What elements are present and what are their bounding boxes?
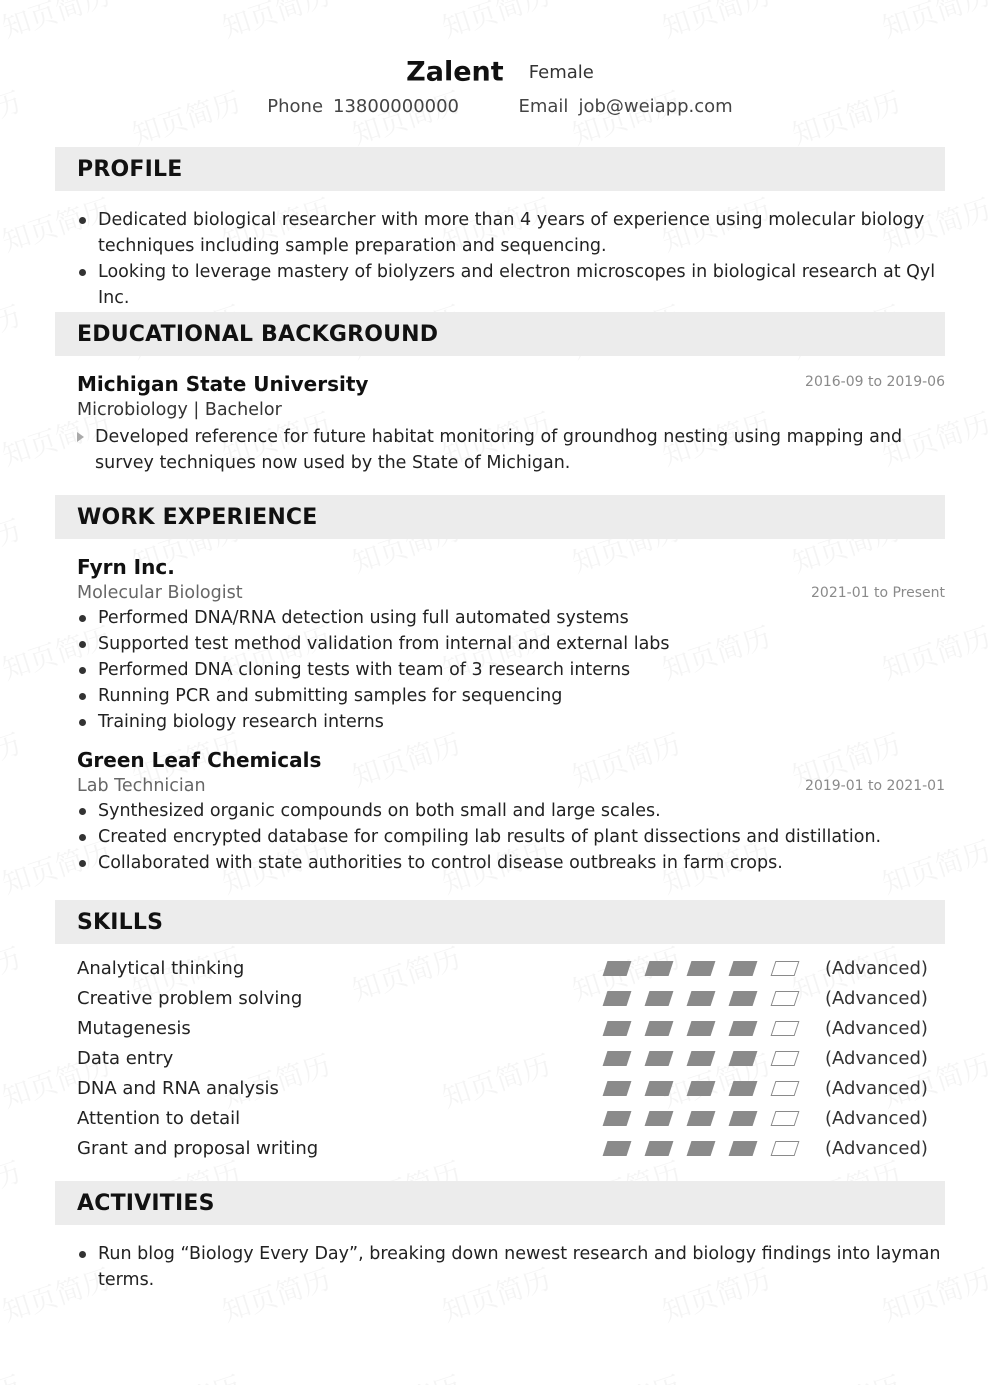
rating-segment-empty [771, 1051, 800, 1066]
rating-segment-filled [687, 991, 716, 1006]
rating-segment-filled [729, 1141, 758, 1156]
rating-segment-filled [603, 1081, 632, 1096]
list-item: Run blog “Biology Every Day”, breaking down newest research and biology findings into layman terms. [77, 1241, 945, 1293]
section-header-education [55, 312, 945, 356]
skill-level-label: (Advanced) [825, 1108, 928, 1129]
section-title: ACTIVITIES [77, 1191, 215, 1216]
list-item: Training biology research interns [77, 709, 945, 735]
rating-segment-empty [771, 961, 800, 976]
email-label: Email [518, 96, 569, 117]
section-header-activities [55, 1181, 945, 1225]
section-title: EDUCATIONAL BACKGROUND [77, 322, 439, 347]
skill-row [77, 1136, 945, 1166]
education-bullets [77, 424, 945, 476]
section-header-profile [55, 147, 945, 191]
rating-segment-filled [729, 1051, 758, 1066]
rating-segment-filled [603, 991, 632, 1006]
rating-segment-filled [603, 1051, 632, 1066]
list-item: Collaborated with state authorities to control disease outbreaks in farm crops. [77, 850, 945, 876]
list-item: Created encrypted database for compiling lab results of plant dissections and distillation. [77, 824, 945, 850]
skill-level-label: (Advanced) [825, 988, 928, 1009]
skill-row [77, 1016, 945, 1046]
skill-name: DNA and RNA analysis [77, 1078, 279, 1099]
skill-level-label: (Advanced) [825, 1138, 928, 1159]
rating-segment-filled [645, 961, 674, 976]
skill-level-label: (Advanced) [825, 1048, 928, 1069]
section-header-work [55, 495, 945, 539]
rating-segment-filled [687, 1021, 716, 1036]
skill-name: Mutagenesis [77, 1018, 191, 1039]
list-item: Developed reference for future habitat monitoring of groundhog nesting using mapping and survey techniques now used by the State of Michigan. [77, 424, 945, 476]
skill-row [77, 1106, 945, 1136]
skill-name: Attention to detail [77, 1108, 241, 1129]
list-item: Performed DNA/RNA detection using full automated systems [77, 605, 945, 631]
rating-segment-filled [729, 991, 758, 1006]
list-item: Performed DNA cloning tests with team of 3 research interns [77, 657, 945, 683]
rating-segment-filled [603, 1111, 632, 1126]
skill-level-label: (Advanced) [825, 1078, 928, 1099]
skill-row [77, 1076, 945, 1106]
rating-segment-filled [645, 1021, 674, 1036]
degree: Microbiology | Bachelor [77, 400, 282, 420]
resume-header [0, 52, 1000, 117]
list-item: Supported test method validation from internal and external labs [77, 631, 945, 657]
education-dates: 2016-09 to 2019-06 [805, 374, 945, 390]
activities-bullets [77, 1241, 945, 1293]
education-entry [77, 370, 945, 476]
rating-segment-empty [771, 1081, 800, 1096]
list-item: Dedicated biological researcher with more than 4 years of experience using molecular biology techniques including sample preparation and sequencing. [77, 207, 945, 259]
work-entry [77, 746, 945, 876]
skill-level-label: (Advanced) [825, 958, 928, 979]
candidate-gender: Female [528, 61, 594, 83]
rating-segment-filled [687, 1111, 716, 1126]
work-dates: 2021-01 to Present [811, 585, 945, 601]
contact-line [0, 96, 1000, 117]
rating-segment-filled [603, 1021, 632, 1036]
list-item: Running PCR and submitting samples for sequencing [77, 683, 945, 709]
work-bullets [77, 798, 945, 876]
section-title: PROFILE [77, 157, 183, 182]
rating-segment-filled [645, 1081, 674, 1096]
work-dates: 2019-01 to 2021-01 [805, 778, 945, 794]
section-header-skills [55, 900, 945, 944]
job-role: Molecular Biologist [77, 583, 243, 603]
rating-segment-filled [645, 991, 674, 1006]
rating-segment-filled [687, 961, 716, 976]
rating-segment-filled [687, 1141, 716, 1156]
rating-segment-filled [603, 961, 632, 976]
rating-segment-empty [771, 991, 800, 1006]
skill-name: Analytical thinking [77, 958, 245, 979]
rating-segment-filled [603, 1141, 632, 1156]
rating-segment-filled [645, 1051, 674, 1066]
skill-row [77, 986, 945, 1016]
skill-name: Creative problem solving [77, 988, 303, 1009]
list-item: Synthesized organic compounds on both small and large scales. [77, 798, 945, 824]
rating-segment-filled [645, 1111, 674, 1126]
profile-content [77, 207, 945, 311]
activities-content [77, 1241, 945, 1293]
company-name: Green Leaf Chemicals [77, 748, 322, 772]
rating-segment-filled [729, 1081, 758, 1096]
job-role: Lab Technician [77, 776, 206, 796]
rating-segment-empty [771, 1021, 800, 1036]
rating-segment-filled [687, 1051, 716, 1066]
profile-bullets [77, 207, 945, 311]
rating-segment-filled [729, 961, 758, 976]
section-title: SKILLS [77, 910, 164, 935]
rating-segment-empty [771, 1141, 800, 1156]
candidate-name: Zalent [406, 56, 504, 88]
rating-segment-empty [771, 1111, 800, 1126]
email-value: job@weiapp.com [578, 96, 733, 117]
list-item: Looking to leverage mastery of biolyzers and electron microscopes in biological research at Qyl Inc. [77, 259, 945, 311]
skill-name: Data entry [77, 1048, 174, 1069]
work-entry [77, 553, 945, 735]
rating-segment-filled [645, 1141, 674, 1156]
skill-name: Grant and proposal writing [77, 1138, 319, 1159]
phone-value: 13800000000 [333, 96, 460, 117]
rating-segment-filled [729, 1021, 758, 1036]
skill-row [77, 956, 945, 986]
rating-segment-filled [687, 1081, 716, 1096]
rating-segment-filled [729, 1111, 758, 1126]
company-name: Fyrn Inc. [77, 555, 175, 579]
skill-level-label: (Advanced) [825, 1018, 928, 1039]
skill-row [77, 1046, 945, 1076]
work-bullets [77, 605, 945, 735]
section-title: WORK EXPERIENCE [77, 505, 318, 530]
phone-label: Phone [267, 96, 324, 117]
school-name: Michigan State University [77, 372, 369, 396]
